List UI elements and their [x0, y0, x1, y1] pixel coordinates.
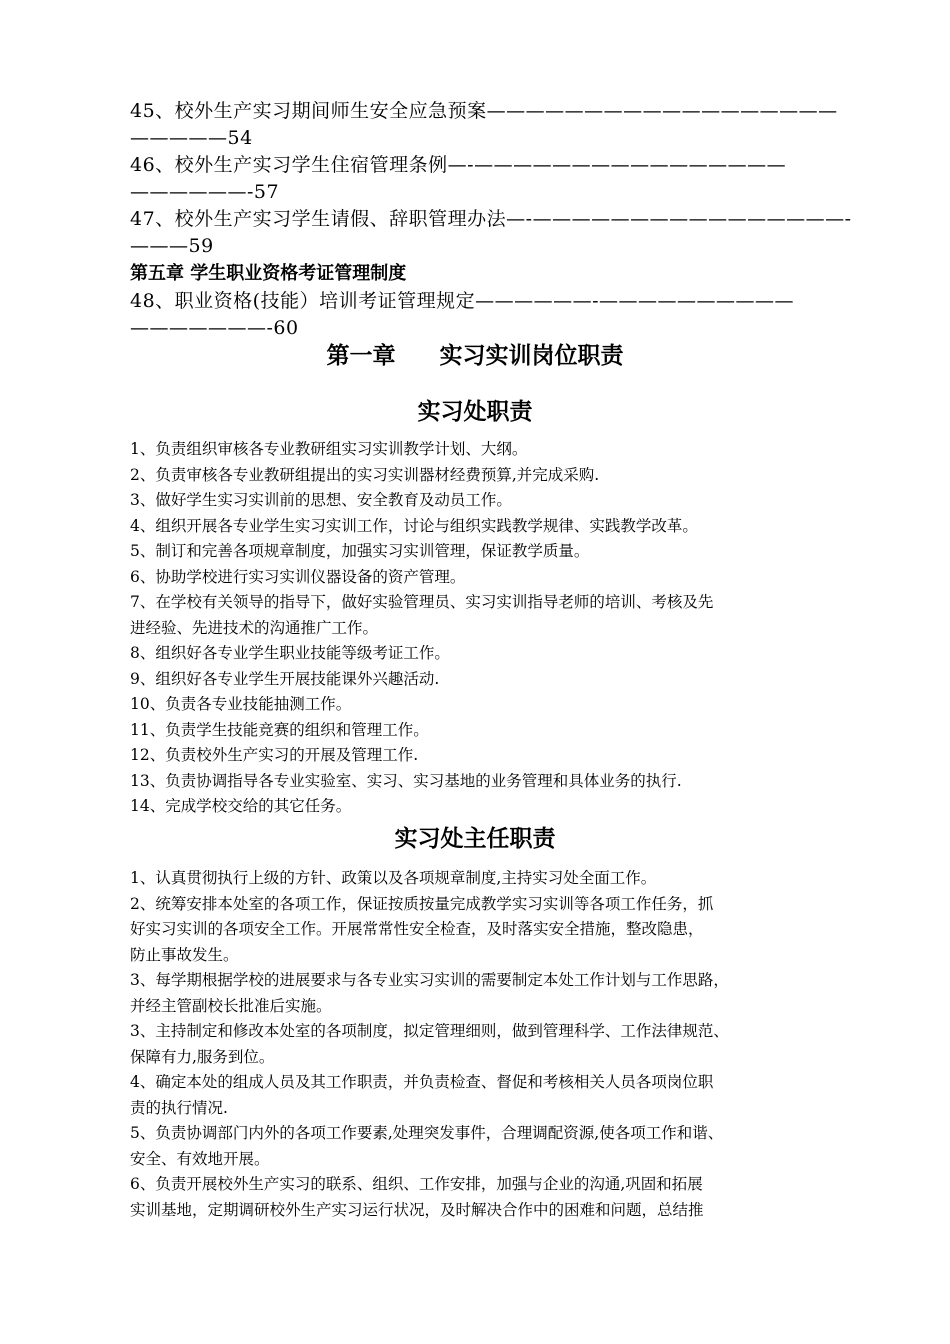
section-title-director-duties: 实习处主任职责: [394, 826, 556, 852]
toc-entry-45: 45、校外生产实习期间师生安全应急预案——————————————————: [130, 100, 838, 122]
director-duties-list: [130, 866, 860, 1223]
toc-entry-46-page: ——————-57: [130, 181, 280, 203]
list-item: 12、负责校外生产实习的开展及管理工作.: [130, 746, 419, 764]
list-item: 实训基地，定期调研校外生产实习运行状况，及时解决合作中的困难和问题，总结推: [130, 1200, 704, 1219]
list-item: 4、组织开展各专业学生实习实训工作，讨论与组织实践教学规律、实践教学改革。: [130, 516, 698, 535]
toc-entry-47-page: ———59: [130, 235, 214, 257]
list-item: 3、主持制定和修改本处室的各项制度，拟定管理细则，做到管理科学、工作法律规范、: [130, 1022, 729, 1040]
toc-entry-48: 48、职业资格(技能）培训考证管理规定——————-——————————: [130, 290, 795, 312]
list-item: 13、负责协调指导各专业实验室、实习、实习基地的业务管理和具体业务的执行.: [130, 771, 682, 790]
toc-entry-46: 46、校外生产实习学生住宿管理条例—-————————————————: [130, 154, 787, 176]
office-duties-list: [130, 437, 860, 820]
chapter-name: 实习实训岗位职责: [439, 343, 624, 369]
list-item: 4、确定本处的组成人员及其工作职责，并负责检查、督促和考核相关人员各项岗位职: [130, 1073, 714, 1091]
list-item: 11、负责学生技能竞赛的组织和管理工作。: [130, 720, 429, 739]
chapter-title: [0, 337, 950, 370]
section-title-office-duties: 实习处职责: [417, 399, 533, 425]
list-item: 责的执行情况.: [130, 1098, 228, 1117]
list-item: 进经验、先进技术的沟通推广工作。: [130, 618, 379, 637]
toc-entry-45-page: —————54: [130, 127, 253, 149]
list-item: 1、负责组织审核各专业教研组实习实训教学计划、大纲。: [130, 440, 528, 458]
list-item: 5、制订和完善各项规章制度，加强实习实训管理，保证教学质量。: [130, 542, 590, 560]
list-item: 1、认真贯彻执行上级的方针、政策以及各项规章制度,主持实习处全面工作。: [130, 869, 657, 887]
list-item: 9、组织好各专业学生开展技能课外兴趣活动.: [130, 669, 440, 688]
list-item: 3、每学期根据学校的进展要求与各专业实习实训的需要制定本处工作计划与工作思路，: [130, 971, 729, 989]
toc-entry-48-page: ———————-60: [130, 317, 299, 339]
list-item: 8、组织好各专业学生职业技能等级考证工作。: [130, 644, 450, 662]
list-item: 6、协助学校进行实习实训仪器设备的资产管理。: [130, 567, 466, 586]
list-item: 2、负责审核各专业教研组提出的实习实训器材经费预算,并完成采购.: [130, 465, 600, 484]
list-item: 6、负责开展校外生产实习的联系、组织、工作安排，加强与企业的沟通,巩固和拓展: [130, 1175, 703, 1193]
toc-entry-47: 47、校外生产实习学生请假、辞职管理办法—-————————————————-: [130, 208, 852, 230]
list-item: 14、完成学校交给的其它任务。: [130, 797, 352, 815]
chapter-number: 第一章: [326, 343, 396, 369]
list-item: 保障有力,服务到位。: [130, 1047, 275, 1066]
list-item: 3、做好学生实习实训前的思想、安全教育及动员工作。: [130, 491, 512, 509]
list-item: 防止事故发生。: [130, 945, 239, 964]
toc-chapter-5: 第五章 学生职业资格考证管理制度: [130, 263, 407, 284]
list-item: 好实习实训的各项安全工作。开展常常性安全检查，及时落实安全措施，整改隐患，: [130, 920, 704, 938]
list-item: 10、负责各专业技能抽测工作。: [130, 695, 352, 713]
list-item: 安全、有效地开展。: [130, 1149, 270, 1168]
list-item: 并经主管副校长批准后实施。: [130, 996, 332, 1015]
list-item: 2、统筹安排本处室的各项工作，保证按质按量完成教学实习实训等各项工作任务，抓: [130, 894, 714, 913]
list-item: 5、负责协调部门内外的各项工作要素,处理突发事件，合理调配资源,使各项工作和谐、: [130, 1124, 724, 1142]
list-item: 7、在学校有关领导的指导下，做好实验管理员、实习实训指导老师的培训、考核及先: [130, 593, 714, 611]
table-of-contents: [130, 98, 852, 342]
